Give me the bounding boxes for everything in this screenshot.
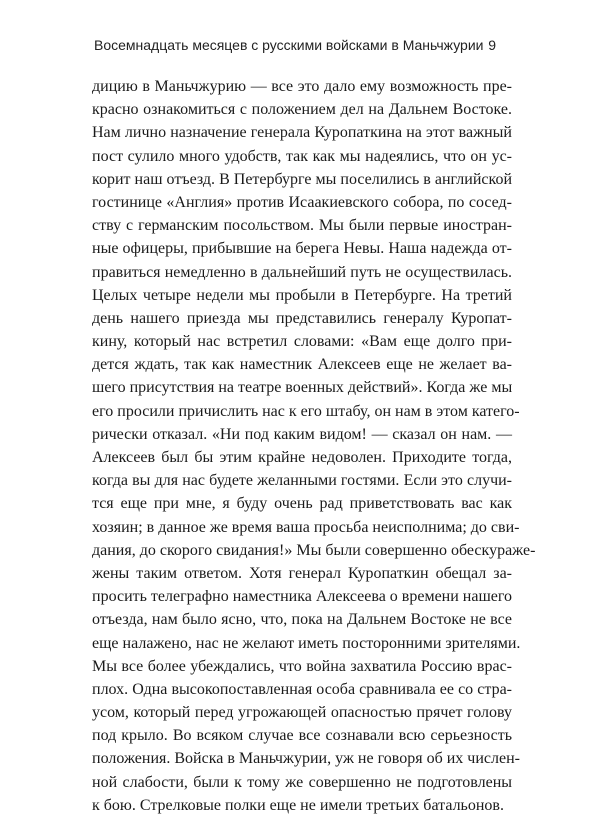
text-line: Алексеев был бы этим крайне недоволен. Приходите тогда, (92, 449, 512, 466)
text-line: положения. Войска в Маньчжурии, уж не говоря об их числен- (92, 750, 520, 768)
text-line: тся еще при мне, я буду очень рад приветствовать вас как (92, 495, 512, 513)
text-line: гостинице «Англия» против Исаакиевского собора, по сосед- (92, 193, 512, 211)
text-line: корит наш отъезд. В Петербурге мы поселились в английской (92, 170, 512, 188)
text-line: к бою. Стрелковые полки еще не имели третьих батальонов. (92, 796, 504, 814)
running-header (94, 37, 496, 57)
text-line: день нашего приезда мы представились генералу Куропат- (92, 309, 512, 327)
text-line: пост сулило много удобств, так как мы надеялись, что он ус- (92, 147, 512, 165)
page-number: 9 (488, 37, 496, 53)
text-line: рически отказал. «Ни под каким видом! — сказал он нам. — (92, 425, 512, 443)
text-line: дицию в Маньчжурию — все это дало ему возможность пре- (92, 78, 512, 95)
text-line: ной слабости, были к тому же совершенно не подготовлены (92, 773, 512, 791)
text-line: плох. Одна высокопоставленная особа сравнивала ее со стра- (92, 680, 512, 698)
text-line: ству с германским посольством. Мы были первые иностран- (92, 217, 512, 235)
text-line: под крыло. Во всяком случае все сознавали всю серьезность (92, 727, 512, 745)
text-line: Целых четыре недели мы пробыли в Петербурге. На третий (92, 286, 512, 304)
text-line: усом, который перед угрожающей опасностью прячет голову (92, 704, 512, 722)
text-line: Мы все более убеждались, что война захватила Россию врас- (92, 657, 512, 675)
text-line: жены таким ответом. Хотя генерал Куропаткин обещал за- (92, 564, 512, 582)
text-line: кину, который нас встретил словами: «Вам еще долго при- (92, 333, 512, 351)
running-title: Восемнадцать месяцев с русскими войсками в Маньчжурии (94, 37, 484, 53)
text-line: ные офицеры, прибывшие на берега Невы. Наша надежда от- (92, 240, 512, 258)
text-line: еще налажено, нас не желают иметь посторонними зрителями. (92, 634, 521, 652)
text-line: его просили причислить нас к его штабу, он нам в этом катего- (92, 402, 520, 420)
text-line: дется ждать, так как наместник Алексеев еще не желает ва- (92, 356, 512, 374)
text-line: просить телеграфно наместника Алексеева о времени нашего (92, 588, 513, 606)
text-line: красно ознакомиться с положением дел на Дальнем Востоке. (92, 101, 512, 119)
text-line: дания, до скорого свидания!» Мы были совершенно обескураже- (92, 541, 536, 559)
text-line: отъезда, нам было ясно, что, пока на Дальнем Востоке не все (92, 611, 512, 629)
text-line: хозяин; в данное же время ваша просьба неисполнима; до сви- (92, 518, 520, 536)
text-line: когда вы для нас будете желанными гостями. Если это случи- (92, 472, 512, 490)
text-line: правиться немедленно в дальнейший путь не осуществилась. (92, 263, 512, 281)
body-text (92, 75, 536, 817)
text-line: Нам лично назначение генерала Куропаткина на этот важный (92, 124, 512, 142)
text-line: шего присутствия на театре военных действий». Когда же мы (92, 379, 513, 397)
